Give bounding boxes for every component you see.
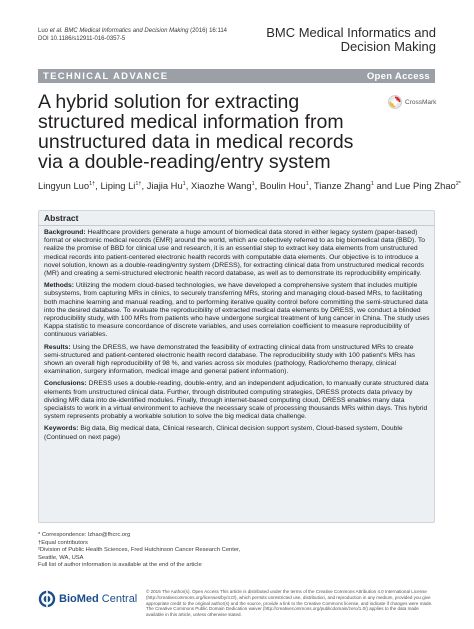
citation-doi: DOI 10.1186/s12911-016-0357-5 — [38, 36, 126, 42]
abstract-section-background: Background: Healthcare providers generate a huge amount of biomedical data stored in either legacy system (paper-based) format or electronic medical records (EMR) around the world, which are collectively referred to as big biomedical data (BBD). To realize the promise of BBD for clinical use and research, it is an essential step to extract key data elements from unstructured medical records into patient-centered electronic health records with computable data elements. Our objective is to introduce a novel solution, known as a double-reading/entry system (DRESS), for extracting clinical data from unstructured medical records (MR) and creating a semi-structured electronic health record database, as well as to demonstrate its reproducibility empirically. — [44, 229, 426, 278]
author-name: Lingyun Luo — [38, 180, 90, 191]
author-name: Xiaozhe Wang — [190, 180, 252, 191]
open-access-label: Open Access — [366, 70, 430, 82]
abstract-section-methods: Methods: Utilizing the modern cloud-based technologies, we have developed a comprehensive system that includes multiple subsystems, from capturing MRs in clinics, to securely transferring MRs, storing and managing cloud-based MRs, to facilitating both machine learning and manual reading, and to performing iterative quality control before committing the semi-structured data into the desired database. To evaluate the reproducibility of extracted medical data elements by DRESS, we conduct a blinded reproducibility study, with 100 MRs from patients who have undergone surgical treatment of lung cancer in China. The study uses Kappa statistic to measure concordance of discrete variables, and uses correlation coefficient to measure reproducibility of continuous variables. — [44, 282, 430, 339]
author-affiliation-mark: 1 — [305, 180, 309, 187]
correspondence-note: * Correspondence: lzhao@fhcrc.org — [38, 532, 131, 538]
author-affiliation-mark: 1 — [182, 180, 186, 187]
article-title: A hybrid solution for extracting structured medical information from unstructured data in medical records via a double-reading/entry system — [38, 91, 354, 173]
author-name: Liping Li — [100, 180, 136, 191]
article-citation — [38, 27, 227, 43]
affiliation-note: ²Division of Public Health Sciences, Fred Hutchinson Cancer Research Center, — [38, 547, 241, 554]
abstract-section-results: Results: Using the DRESS, we have demonstrated the feasibility of extracting clinical data from unstructured MRs to create semi-structured and patient-centered electronic health record database. The reproducibility study with 100 patient's MRs has shown an overall high reproducibility of 98 %, and varies across six modules (pathology, Radio/chemo therapy, clinical examination, surgery information, medical image and general patient information). — [44, 343, 416, 376]
crossmark-icon — [388, 95, 402, 109]
abstract-continued-note: (Continued on next page) — [44, 433, 121, 441]
author-name: Jiajia Hu — [146, 180, 183, 191]
biomed-central-emblem-icon — [38, 590, 56, 608]
author-affiliation-mark: 2* — [455, 180, 461, 187]
author-name: Lue Ping Zhao — [394, 180, 456, 191]
article-type-label: TECHNICAL ADVANCE — [43, 70, 169, 82]
author-affiliation-mark: 1† — [89, 180, 96, 187]
license-statement: © 2016 The Author(s). Open Access This article is distributed under the terms of the Creative Commons Attribution 4.0 International License (http://creativecommons.org/licenses/by/4.0/), which permits unrestricted use, distribution, and reproduction in any medium, provided you give appropriate credit to the original author(s) and the source, provide a link to the Creative Commons license, and indicate if changes were made. The Creative Commons Public Domain Dedication waiver (http://creativecommons.org/publicdomain/zero/1.0/) applies to the data made available in this article, unless otherwise stated. — [146, 589, 433, 618]
crossmark-label: CrossMark — [405, 98, 437, 106]
affiliation-location: Seattle, WA, USA — [38, 554, 84, 561]
equal-contributors-note: †Equal contributors — [38, 539, 88, 546]
biomed-central-logo[interactable] — [38, 590, 137, 608]
abstract-body — [44, 229, 430, 442]
article-type-banner — [38, 69, 435, 83]
author-affiliation-mark: 1 — [251, 180, 255, 187]
footnotes — [38, 532, 240, 570]
author-affiliation-mark: 1† — [135, 180, 142, 187]
citation-line-1: Luo et al. BMC Medical Informatics and Decision Making (2016) 16:114 — [38, 28, 228, 34]
author-affiliation-mark: 1 — [370, 180, 374, 187]
author-name: Tianze Zhang — [313, 180, 371, 191]
crossmark-badge[interactable] — [388, 95, 436, 109]
author-info-note: Full list of author information is available at the end of the article — [38, 562, 202, 569]
abstract-section-conclusions: Conclusions: DRESS uses a double-reading, double-entry, and an independent adjudication, to manually curate structured data elements from unstructured clinical data. Further, through distributed computing strategies, DRESS protects data privacy by dividing MR data into de-identified modules. Finally, through internet-based computing cloud, DRESS enables many data specialists to work in a virtual environment to achieve the necessary scale of processing thousands MRs within days. This hybrid system represents probably a workable solution to solve the big medical data challenge. — [44, 380, 429, 421]
abstract-section-keywords: Keywords: Big data, Big medical data, Clinical research, Clinical decision support system, Cloud-based system, Double — [44, 425, 403, 433]
author-list: Lingyun Luo$^{1\dagger}$, Liping $Li^{1\dagger}$, Jiajia Hu$^1$, Xiaozhe Wang$^1$, Boulin Hou$^1$, Tianze Zhang$^1$ and Lue Ping Zhao$^{2*}$ — [38, 180, 461, 191]
citation-etal: et al. — [49, 28, 63, 34]
journal-name: BMC Medical Informatics and Decision Making — [266, 25, 436, 54]
abstract-heading: Abstract — [38, 210, 435, 226]
biomed-central-wordmark: BioMed Central — [59, 593, 138, 605]
author-name: Boulin Hou — [259, 180, 306, 191]
citation-journal: BMC Medical Informatics and Decision Making — [62, 28, 189, 34]
